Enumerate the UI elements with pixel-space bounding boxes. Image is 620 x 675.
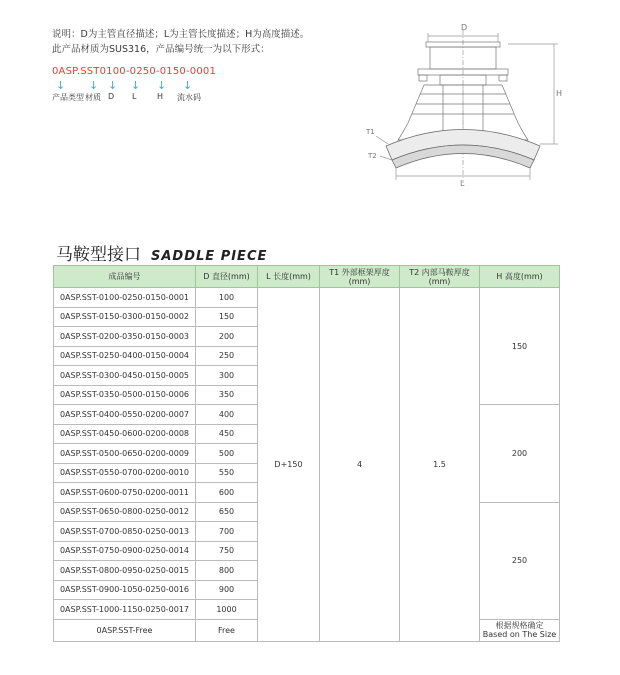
arrow-down-icon: ↓	[183, 79, 193, 92]
cell-code: 0ASP.SST-1000-1150-0250-0017	[54, 600, 196, 620]
cell-code: 0ASP.SST-0500-0650-0200-0009	[54, 444, 196, 464]
cell-code: 0ASP.SST-0300-0450-0150-0005	[54, 366, 196, 386]
cell-code: 0ASP.SST-0800-0950-0250-0015	[54, 561, 196, 581]
cell-code: 0ASP.SST-0900-1050-0250-0016	[54, 580, 196, 600]
heading-en: SADDLE PIECE	[151, 249, 268, 264]
cell-code: 0ASP.SST-0350-0500-0150-0006	[54, 385, 196, 405]
code-legend	[52, 80, 252, 106]
cell-code: 0ASP.SST-0100-0250-0150-0001	[54, 288, 196, 308]
h-free-cn: 根据规格确定	[495, 621, 544, 630]
arrow-down-icon: ↓	[157, 79, 167, 92]
legend-h: H	[157, 92, 164, 101]
legend-d: D	[108, 92, 115, 101]
table-row	[54, 288, 560, 308]
cell-l: D+150	[258, 288, 320, 642]
spec-table	[53, 265, 560, 642]
description-line-1: 说明：D为主管直径描述；L为主管长度描述；H为高度描述。	[52, 29, 310, 40]
cell-code: 0ASP.SST-0600-0750-0200-0011	[54, 483, 196, 503]
cell-code: 0ASP.SST-0700-0850-0250-0013	[54, 522, 196, 542]
cell-d: 650	[196, 502, 258, 522]
section-heading	[56, 240, 267, 265]
legend-product-type: 产品类型	[52, 93, 84, 102]
cell-code: 0ASP.SST-0250-0400-0150-0004	[54, 346, 196, 366]
cell-d: 200	[196, 327, 258, 347]
header-h: H 高度(mm)	[480, 266, 560, 288]
arrow-down-icon: ↓	[108, 79, 118, 92]
cell-code: 0ASP.SST-0450-0600-0200-0008	[54, 424, 196, 444]
cell-d: 700	[196, 522, 258, 542]
legend-l: L	[132, 92, 137, 101]
label-h: H	[556, 89, 563, 98]
table-header-row	[54, 266, 560, 288]
header-l: L 长度(mm)	[258, 266, 320, 288]
cell-code: 0ASP.SST-0200-0350-0150-0003	[54, 327, 196, 347]
cell-t2: 1.5	[400, 288, 480, 642]
cell-h: 250	[480, 502, 560, 619]
cell-h: 150	[480, 288, 560, 405]
legend-material: 材质	[85, 93, 101, 102]
arrow-down-icon: ↓	[131, 79, 141, 92]
cell-code: 0ASP.SST-Free	[54, 619, 196, 641]
label-t2: T2	[368, 152, 377, 160]
h-free-en: Based on The Size	[482, 630, 557, 639]
cell-h: 200	[480, 405, 560, 503]
cell-code: 0ASP.SST-0650-0800-0250-0012	[54, 502, 196, 522]
header-code: 成品编号	[54, 266, 196, 288]
label-t1: T1	[366, 128, 375, 136]
cell-d: 450	[196, 424, 258, 444]
arrow-down-icon: ↓	[56, 79, 66, 92]
cell-d: 350	[196, 385, 258, 405]
cell-d: 250	[196, 346, 258, 366]
cell-d: 150	[196, 307, 258, 327]
cell-code: 0ASP.SST-0150-0300-0150-0002	[54, 307, 196, 327]
code-example: 0ASP.SST0100-0250-0150-0001	[52, 66, 217, 77]
cell-d: 300	[196, 366, 258, 386]
legend-serial: 流水码	[177, 93, 201, 102]
saddle-piece-drawing	[358, 18, 578, 188]
cell-h-free	[480, 619, 560, 641]
cell-d: Free	[196, 619, 258, 641]
cell-t1: 4	[320, 288, 400, 642]
header-d: D 直径(mm)	[196, 266, 258, 288]
label-l: L	[460, 179, 465, 188]
cell-d: 750	[196, 541, 258, 561]
cell-d: 900	[196, 580, 258, 600]
cell-d: 400	[196, 405, 258, 425]
cell-code: 0ASP.SST-0550-0700-0200-0010	[54, 463, 196, 483]
label-d: D	[461, 23, 468, 32]
cell-d: 100	[196, 288, 258, 308]
cell-code: 0ASP.SST-0400-0550-0200-0007	[54, 405, 196, 425]
description-line-2: 此产品材质为SUS316，产品编号统一为以下形式：	[52, 44, 270, 55]
cell-d: 500	[196, 444, 258, 464]
cell-d: 550	[196, 463, 258, 483]
cell-d: 1000	[196, 600, 258, 620]
header-t2: T2 内部马鞍厚度(mm)	[400, 266, 480, 288]
description-text	[52, 27, 309, 57]
cell-d: 800	[196, 561, 258, 581]
arrow-down-icon: ↓	[89, 79, 99, 92]
header-t1: T1 外部框架厚度(mm)	[320, 266, 400, 288]
heading-cn: 马鞍型接口	[56, 245, 141, 265]
cell-d: 600	[196, 483, 258, 503]
cell-code: 0ASP.SST-0750-0900-0250-0014	[54, 541, 196, 561]
